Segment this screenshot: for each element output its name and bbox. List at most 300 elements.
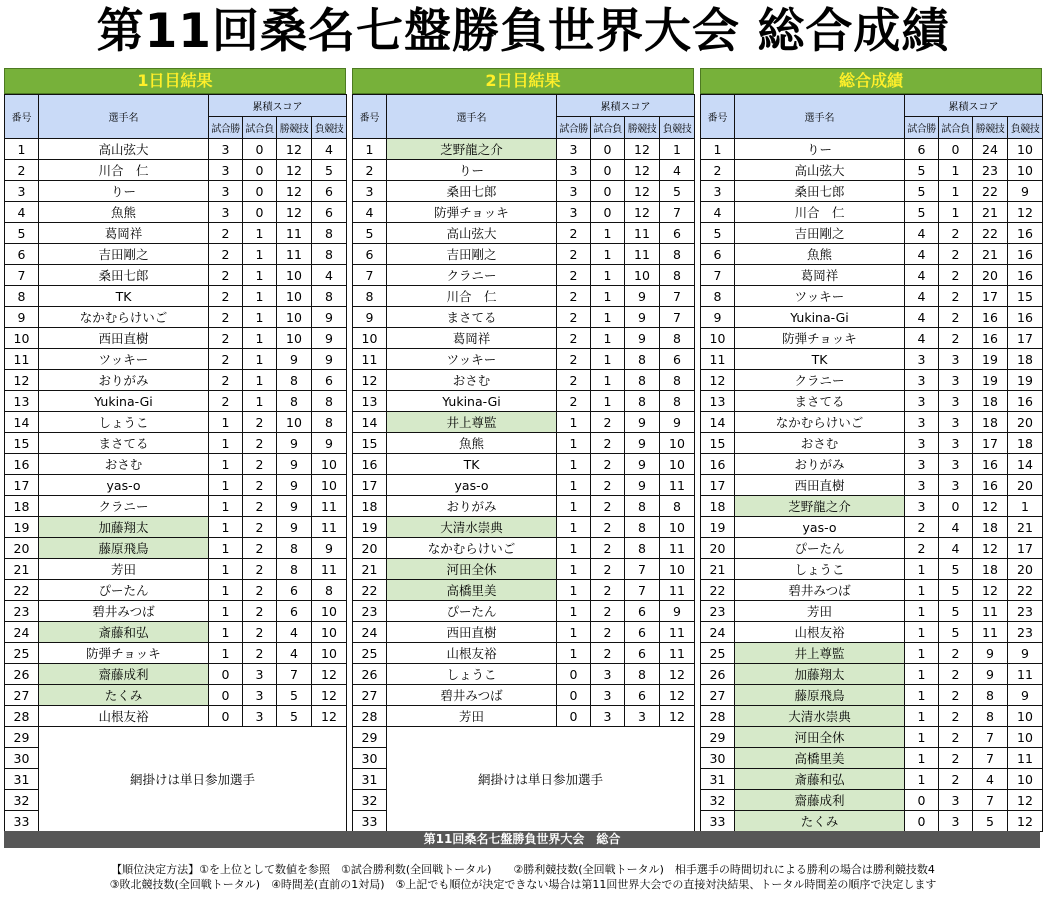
games-won-cell: 11 bbox=[277, 244, 312, 265]
player-name-cell: クラニー bbox=[735, 370, 905, 391]
rank-cell: 29 bbox=[5, 727, 39, 748]
rank-cell: 32 bbox=[701, 790, 735, 811]
rank-cell: 7 bbox=[353, 265, 387, 286]
player-name-cell: 防弾チョッキ bbox=[39, 643, 209, 664]
col-header-cumulative: 累積スコア bbox=[557, 95, 695, 117]
losses-cell: 1 bbox=[591, 244, 625, 265]
losses-cell: 0 bbox=[939, 496, 973, 517]
games-lost-cell: 16 bbox=[1008, 223, 1043, 244]
table-row bbox=[701, 244, 1043, 265]
wins-cell: 4 bbox=[905, 328, 939, 349]
wins-cell: 1 bbox=[905, 601, 939, 622]
player-name-cell: ツッキー bbox=[735, 286, 905, 307]
panel-day1 bbox=[4, 68, 346, 832]
rank-cell: 11 bbox=[701, 349, 735, 370]
losses-cell: 1 bbox=[939, 160, 973, 181]
rank-cell: 18 bbox=[701, 496, 735, 517]
games-won-cell: 7 bbox=[973, 727, 1008, 748]
player-name-cell: 吉田剛之 bbox=[387, 244, 557, 265]
rank-cell: 21 bbox=[701, 559, 735, 580]
games-lost-cell: 12 bbox=[1008, 811, 1043, 832]
games-won-cell: 5 bbox=[277, 685, 312, 706]
games-won-cell: 12 bbox=[973, 580, 1008, 601]
games-won-cell: 8 bbox=[973, 685, 1008, 706]
games-won-cell: 4 bbox=[277, 643, 312, 664]
rank-cell: 6 bbox=[5, 244, 39, 265]
losses-cell: 2 bbox=[939, 223, 973, 244]
player-name-cell: 葛岡祥 bbox=[735, 265, 905, 286]
col-header-wins: 試合勝 bbox=[905, 117, 939, 139]
games-lost-cell: 12 bbox=[660, 706, 695, 727]
games-won-cell: 7 bbox=[973, 748, 1008, 769]
ranking-rules bbox=[0, 862, 1046, 892]
rank-cell: 28 bbox=[353, 706, 387, 727]
wins-cell: 5 bbox=[905, 181, 939, 202]
table-row bbox=[353, 244, 695, 265]
losses-cell: 2 bbox=[939, 685, 973, 706]
rank-cell: 25 bbox=[701, 643, 735, 664]
player-name-cell: 加藤翔太 bbox=[39, 517, 209, 538]
games-won-cell: 9 bbox=[625, 412, 660, 433]
losses-cell: 4 bbox=[939, 538, 973, 559]
player-name-cell: 川合 仁 bbox=[735, 202, 905, 223]
losses-cell: 3 bbox=[591, 685, 625, 706]
wins-cell: 1 bbox=[557, 496, 591, 517]
table-row bbox=[5, 517, 347, 538]
losses-cell: 3 bbox=[939, 412, 973, 433]
losses-cell: 5 bbox=[939, 601, 973, 622]
table-row bbox=[353, 139, 695, 160]
wins-cell: 1 bbox=[557, 622, 591, 643]
player-name-cell: 大清水崇典 bbox=[735, 706, 905, 727]
games-won-cell: 12 bbox=[625, 181, 660, 202]
losses-cell: 2 bbox=[591, 622, 625, 643]
wins-cell: 2 bbox=[209, 391, 243, 412]
losses-cell: 2 bbox=[243, 517, 277, 538]
losses-cell: 0 bbox=[591, 202, 625, 223]
games-won-cell: 18 bbox=[973, 559, 1008, 580]
losses-cell: 2 bbox=[939, 748, 973, 769]
player-name-cell: まさてる bbox=[735, 391, 905, 412]
table-row bbox=[5, 601, 347, 622]
player-name-cell: 高山弦大 bbox=[387, 223, 557, 244]
rank-cell: 17 bbox=[353, 475, 387, 496]
games-won-cell: 6 bbox=[277, 580, 312, 601]
table-row-empty bbox=[5, 727, 347, 748]
losses-cell: 1 bbox=[243, 370, 277, 391]
wins-cell: 0 bbox=[209, 706, 243, 727]
losses-cell: 5 bbox=[939, 580, 973, 601]
rank-cell: 8 bbox=[353, 286, 387, 307]
games-won-cell: 10 bbox=[277, 286, 312, 307]
wins-cell: 3 bbox=[209, 139, 243, 160]
player-name-cell: おりがみ bbox=[39, 370, 209, 391]
rank-cell: 11 bbox=[353, 349, 387, 370]
table-row bbox=[5, 328, 347, 349]
wins-cell: 3 bbox=[557, 181, 591, 202]
player-name-cell: 芳田 bbox=[387, 706, 557, 727]
games-won-cell: 4 bbox=[277, 622, 312, 643]
games-won-cell: 8 bbox=[277, 391, 312, 412]
games-lost-cell: 10 bbox=[1008, 139, 1043, 160]
games-won-cell: 8 bbox=[973, 706, 1008, 727]
rank-cell: 27 bbox=[5, 685, 39, 706]
games-won-cell: 7 bbox=[277, 664, 312, 685]
games-won-cell: 18 bbox=[973, 412, 1008, 433]
ranking-rules-line2: ③敗北競技数(全回戦トータル) ④時間差(直前の1対局) ⑤上記でも順位が決定できない場合は第11回世界大会での直接対決結果、トータル時間差の順序で決定します bbox=[109, 878, 937, 891]
panel-day2 bbox=[352, 68, 694, 832]
games-lost-cell: 16 bbox=[1008, 244, 1043, 265]
games-lost-cell: 6 bbox=[660, 349, 695, 370]
games-won-cell: 16 bbox=[973, 454, 1008, 475]
col-header-games-lost: 負競技 bbox=[1008, 117, 1043, 139]
rank-cell: 5 bbox=[5, 223, 39, 244]
player-name-cell: 西田直樹 bbox=[735, 475, 905, 496]
losses-cell: 4 bbox=[939, 517, 973, 538]
player-name-cell: クラニー bbox=[39, 496, 209, 517]
wins-cell: 1 bbox=[209, 559, 243, 580]
losses-cell: 0 bbox=[591, 160, 625, 181]
losses-cell: 2 bbox=[939, 664, 973, 685]
table-row bbox=[5, 265, 347, 286]
games-lost-cell: 9 bbox=[312, 538, 347, 559]
ranking-rules-line1: 【順位決定方法】①を上位として数値を参照 ①試合勝利数(全回戦トータル) ②勝利競技数(全回戦トータル) 相手選手の時間切れによる勝利の場合は勝利競技数4 bbox=[111, 863, 935, 876]
wins-cell: 2 bbox=[209, 265, 243, 286]
table-row bbox=[5, 202, 347, 223]
games-won-cell: 9 bbox=[625, 307, 660, 328]
player-name-cell: 河田全休 bbox=[735, 727, 905, 748]
player-name-cell: 藤原飛鳥 bbox=[735, 685, 905, 706]
rank-cell: 32 bbox=[353, 790, 387, 811]
games-lost-cell: 8 bbox=[312, 391, 347, 412]
games-won-cell: 17 bbox=[973, 433, 1008, 454]
games-lost-cell: 16 bbox=[1008, 307, 1043, 328]
footer-bar: 第11回桑名七盤勝負世界大会 総合 bbox=[4, 831, 1040, 848]
rank-cell: 28 bbox=[5, 706, 39, 727]
losses-cell: 0 bbox=[243, 139, 277, 160]
rank-cell: 20 bbox=[353, 538, 387, 559]
wins-cell: 1 bbox=[905, 580, 939, 601]
rank-cell: 23 bbox=[701, 601, 735, 622]
table-row bbox=[5, 160, 347, 181]
table-row bbox=[5, 643, 347, 664]
wins-cell: 2 bbox=[557, 391, 591, 412]
player-name-cell: 芝野龍之介 bbox=[735, 496, 905, 517]
losses-cell: 3 bbox=[243, 706, 277, 727]
losses-cell: 3 bbox=[939, 454, 973, 475]
table-row bbox=[5, 244, 347, 265]
games-lost-cell: 23 bbox=[1008, 622, 1043, 643]
rank-cell: 27 bbox=[353, 685, 387, 706]
wins-cell: 2 bbox=[557, 307, 591, 328]
losses-cell: 1 bbox=[591, 265, 625, 286]
wins-cell: 3 bbox=[905, 433, 939, 454]
player-name-cell: 防弾チョッキ bbox=[387, 202, 557, 223]
results-table bbox=[4, 94, 347, 832]
col-header-player: 選手名 bbox=[39, 95, 209, 139]
games-won-cell: 10 bbox=[277, 265, 312, 286]
table-row bbox=[5, 412, 347, 433]
col-header-no: 番号 bbox=[5, 95, 39, 139]
games-won-cell: 12 bbox=[277, 160, 312, 181]
games-lost-cell: 17 bbox=[1008, 328, 1043, 349]
player-name-cell: りー bbox=[387, 160, 557, 181]
rank-cell: 2 bbox=[353, 160, 387, 181]
player-name-cell: 桑田七郎 bbox=[735, 181, 905, 202]
games-won-cell: 22 bbox=[973, 223, 1008, 244]
games-won-cell: 12 bbox=[277, 139, 312, 160]
wins-cell: 1 bbox=[557, 475, 591, 496]
rank-cell: 6 bbox=[353, 244, 387, 265]
rank-cell: 13 bbox=[353, 391, 387, 412]
header-row bbox=[353, 95, 695, 117]
games-won-cell: 10 bbox=[277, 412, 312, 433]
col-header-wins: 試合勝 bbox=[557, 117, 591, 139]
player-name-cell: TK bbox=[387, 454, 557, 475]
player-name-cell: たくみ bbox=[735, 811, 905, 832]
table-row bbox=[5, 307, 347, 328]
table-row bbox=[353, 664, 695, 685]
col-header-no: 番号 bbox=[353, 95, 387, 139]
rank-cell: 21 bbox=[5, 559, 39, 580]
losses-cell: 0 bbox=[939, 139, 973, 160]
games-won-cell: 21 bbox=[973, 202, 1008, 223]
player-name-cell: 防弾チョッキ bbox=[735, 328, 905, 349]
col-header-games-won: 勝競技 bbox=[625, 117, 660, 139]
losses-cell: 3 bbox=[243, 664, 277, 685]
losses-cell: 1 bbox=[939, 202, 973, 223]
player-name-cell: なかむらけいご bbox=[735, 412, 905, 433]
player-name-cell: 河田全休 bbox=[387, 559, 557, 580]
wins-cell: 2 bbox=[209, 286, 243, 307]
single-day-note: 網掛けは単日参加選手 bbox=[387, 727, 695, 832]
table-row bbox=[701, 517, 1043, 538]
games-lost-cell: 11 bbox=[660, 643, 695, 664]
rank-cell: 4 bbox=[353, 202, 387, 223]
table-row bbox=[701, 223, 1043, 244]
table-row bbox=[701, 160, 1043, 181]
col-header-games-lost: 負競技 bbox=[660, 117, 695, 139]
wins-cell: 2 bbox=[905, 517, 939, 538]
wins-cell: 0 bbox=[557, 706, 591, 727]
games-lost-cell: 5 bbox=[660, 181, 695, 202]
rank-cell: 3 bbox=[701, 181, 735, 202]
games-lost-cell: 12 bbox=[312, 706, 347, 727]
games-won-cell: 9 bbox=[277, 517, 312, 538]
player-name-cell: 桑田七郎 bbox=[39, 265, 209, 286]
rank-cell: 10 bbox=[701, 328, 735, 349]
games-lost-cell: 4 bbox=[312, 139, 347, 160]
player-name-cell: 斎藤和弘 bbox=[735, 769, 905, 790]
games-won-cell: 9 bbox=[625, 286, 660, 307]
rank-cell: 14 bbox=[5, 412, 39, 433]
games-lost-cell: 8 bbox=[312, 412, 347, 433]
player-name-cell: 碧井みつば bbox=[387, 685, 557, 706]
player-name-cell: ぴーたん bbox=[39, 580, 209, 601]
rank-cell: 5 bbox=[353, 223, 387, 244]
wins-cell: 0 bbox=[209, 685, 243, 706]
table-row bbox=[701, 412, 1043, 433]
games-won-cell: 6 bbox=[277, 601, 312, 622]
wins-cell: 2 bbox=[557, 244, 591, 265]
table-row bbox=[353, 160, 695, 181]
rank-cell: 8 bbox=[5, 286, 39, 307]
table-row bbox=[353, 454, 695, 475]
wins-cell: 5 bbox=[905, 160, 939, 181]
losses-cell: 2 bbox=[591, 475, 625, 496]
rank-cell: 10 bbox=[353, 328, 387, 349]
player-name-cell: 齋藤成利 bbox=[735, 790, 905, 811]
col-header-games-lost: 負競技 bbox=[312, 117, 347, 139]
games-won-cell: 4 bbox=[973, 769, 1008, 790]
table-row bbox=[701, 181, 1043, 202]
player-name-cell: ツッキー bbox=[39, 349, 209, 370]
games-lost-cell: 8 bbox=[660, 391, 695, 412]
losses-cell: 1 bbox=[243, 328, 277, 349]
table-row bbox=[701, 391, 1043, 412]
games-won-cell: 8 bbox=[277, 538, 312, 559]
wins-cell: 4 bbox=[905, 286, 939, 307]
wins-cell: 3 bbox=[557, 202, 591, 223]
wins-cell: 1 bbox=[557, 433, 591, 454]
rank-cell: 9 bbox=[701, 307, 735, 328]
losses-cell: 2 bbox=[243, 622, 277, 643]
games-lost-cell: 20 bbox=[1008, 412, 1043, 433]
losses-cell: 2 bbox=[939, 244, 973, 265]
rank-cell: 29 bbox=[353, 727, 387, 748]
games-won-cell: 9 bbox=[625, 328, 660, 349]
player-name-cell: 高山弦大 bbox=[735, 160, 905, 181]
losses-cell: 2 bbox=[939, 265, 973, 286]
player-name-cell: 芳田 bbox=[39, 559, 209, 580]
table-row bbox=[353, 328, 695, 349]
wins-cell: 4 bbox=[905, 265, 939, 286]
wins-cell: 2 bbox=[209, 349, 243, 370]
table-row bbox=[5, 286, 347, 307]
wins-cell: 1 bbox=[557, 559, 591, 580]
wins-cell: 2 bbox=[209, 328, 243, 349]
wins-cell: 1 bbox=[209, 454, 243, 475]
rank-cell: 24 bbox=[701, 622, 735, 643]
wins-cell: 1 bbox=[209, 475, 243, 496]
player-name-cell: yas-o bbox=[387, 475, 557, 496]
rank-cell: 1 bbox=[5, 139, 39, 160]
table-row bbox=[701, 622, 1043, 643]
games-lost-cell: 9 bbox=[660, 412, 695, 433]
losses-cell: 2 bbox=[591, 412, 625, 433]
games-won-cell: 12 bbox=[277, 181, 312, 202]
player-name-cell: 齋藤成利 bbox=[39, 664, 209, 685]
games-lost-cell: 6 bbox=[312, 202, 347, 223]
table-row bbox=[701, 664, 1043, 685]
wins-cell: 0 bbox=[557, 664, 591, 685]
rank-cell: 18 bbox=[353, 496, 387, 517]
table-row bbox=[353, 622, 695, 643]
games-won-cell: 12 bbox=[277, 202, 312, 223]
table-row bbox=[5, 391, 347, 412]
losses-cell: 2 bbox=[243, 559, 277, 580]
table-row bbox=[701, 706, 1043, 727]
rank-cell: 25 bbox=[5, 643, 39, 664]
table-row bbox=[701, 538, 1043, 559]
games-lost-cell: 1 bbox=[660, 139, 695, 160]
games-lost-cell: 11 bbox=[312, 559, 347, 580]
table-row bbox=[353, 349, 695, 370]
losses-cell: 1 bbox=[243, 307, 277, 328]
games-won-cell: 8 bbox=[625, 391, 660, 412]
games-lost-cell: 10 bbox=[1008, 160, 1043, 181]
player-name-cell: 山根友裕 bbox=[39, 706, 209, 727]
page-title: 第11回桑名七盤勝負世界大会 総合成績 bbox=[96, 4, 950, 59]
games-lost-cell: 7 bbox=[660, 202, 695, 223]
games-won-cell: 3 bbox=[625, 706, 660, 727]
wins-cell: 1 bbox=[209, 433, 243, 454]
losses-cell: 3 bbox=[243, 685, 277, 706]
rank-cell: 19 bbox=[701, 517, 735, 538]
games-lost-cell: 23 bbox=[1008, 601, 1043, 622]
losses-cell: 2 bbox=[243, 643, 277, 664]
losses-cell: 3 bbox=[939, 370, 973, 391]
losses-cell: 0 bbox=[243, 202, 277, 223]
table-row bbox=[701, 286, 1043, 307]
games-won-cell: 9 bbox=[277, 496, 312, 517]
games-won-cell: 24 bbox=[973, 139, 1008, 160]
rank-cell: 26 bbox=[701, 664, 735, 685]
losses-cell: 2 bbox=[939, 286, 973, 307]
losses-cell: 3 bbox=[939, 433, 973, 454]
player-name-cell: 葛岡祥 bbox=[387, 328, 557, 349]
losses-cell: 2 bbox=[243, 496, 277, 517]
rank-cell: 8 bbox=[701, 286, 735, 307]
rank-cell: 4 bbox=[701, 202, 735, 223]
losses-cell: 3 bbox=[591, 706, 625, 727]
panel-header: 2日目結果 bbox=[352, 68, 694, 94]
rank-cell: 33 bbox=[5, 811, 39, 832]
wins-cell: 3 bbox=[905, 454, 939, 475]
rank-cell: 22 bbox=[5, 580, 39, 601]
games-lost-cell: 11 bbox=[312, 517, 347, 538]
wins-cell: 3 bbox=[209, 202, 243, 223]
games-won-cell: 12 bbox=[625, 160, 660, 181]
losses-cell: 2 bbox=[939, 706, 973, 727]
table-row bbox=[353, 517, 695, 538]
wins-cell: 1 bbox=[905, 559, 939, 580]
games-won-cell: 7 bbox=[625, 580, 660, 601]
games-won-cell: 8 bbox=[625, 349, 660, 370]
games-lost-cell: 17 bbox=[1008, 538, 1043, 559]
games-won-cell: 7 bbox=[625, 559, 660, 580]
games-lost-cell: 9 bbox=[1008, 643, 1043, 664]
table-row bbox=[353, 433, 695, 454]
wins-cell: 1 bbox=[209, 643, 243, 664]
table-row bbox=[701, 790, 1043, 811]
games-lost-cell: 11 bbox=[660, 538, 695, 559]
wins-cell: 3 bbox=[905, 370, 939, 391]
col-header-games-won: 勝競技 bbox=[973, 117, 1008, 139]
player-name-cell: おさむ bbox=[39, 454, 209, 475]
rank-cell: 16 bbox=[5, 454, 39, 475]
wins-cell: 1 bbox=[905, 685, 939, 706]
games-lost-cell: 12 bbox=[1008, 790, 1043, 811]
games-lost-cell: 9 bbox=[312, 328, 347, 349]
losses-cell: 5 bbox=[939, 622, 973, 643]
table-row bbox=[701, 643, 1043, 664]
games-won-cell: 12 bbox=[973, 538, 1008, 559]
table-row bbox=[701, 475, 1043, 496]
player-name-cell: 桑田七郎 bbox=[387, 181, 557, 202]
table-row bbox=[5, 685, 347, 706]
games-lost-cell: 18 bbox=[1008, 349, 1043, 370]
